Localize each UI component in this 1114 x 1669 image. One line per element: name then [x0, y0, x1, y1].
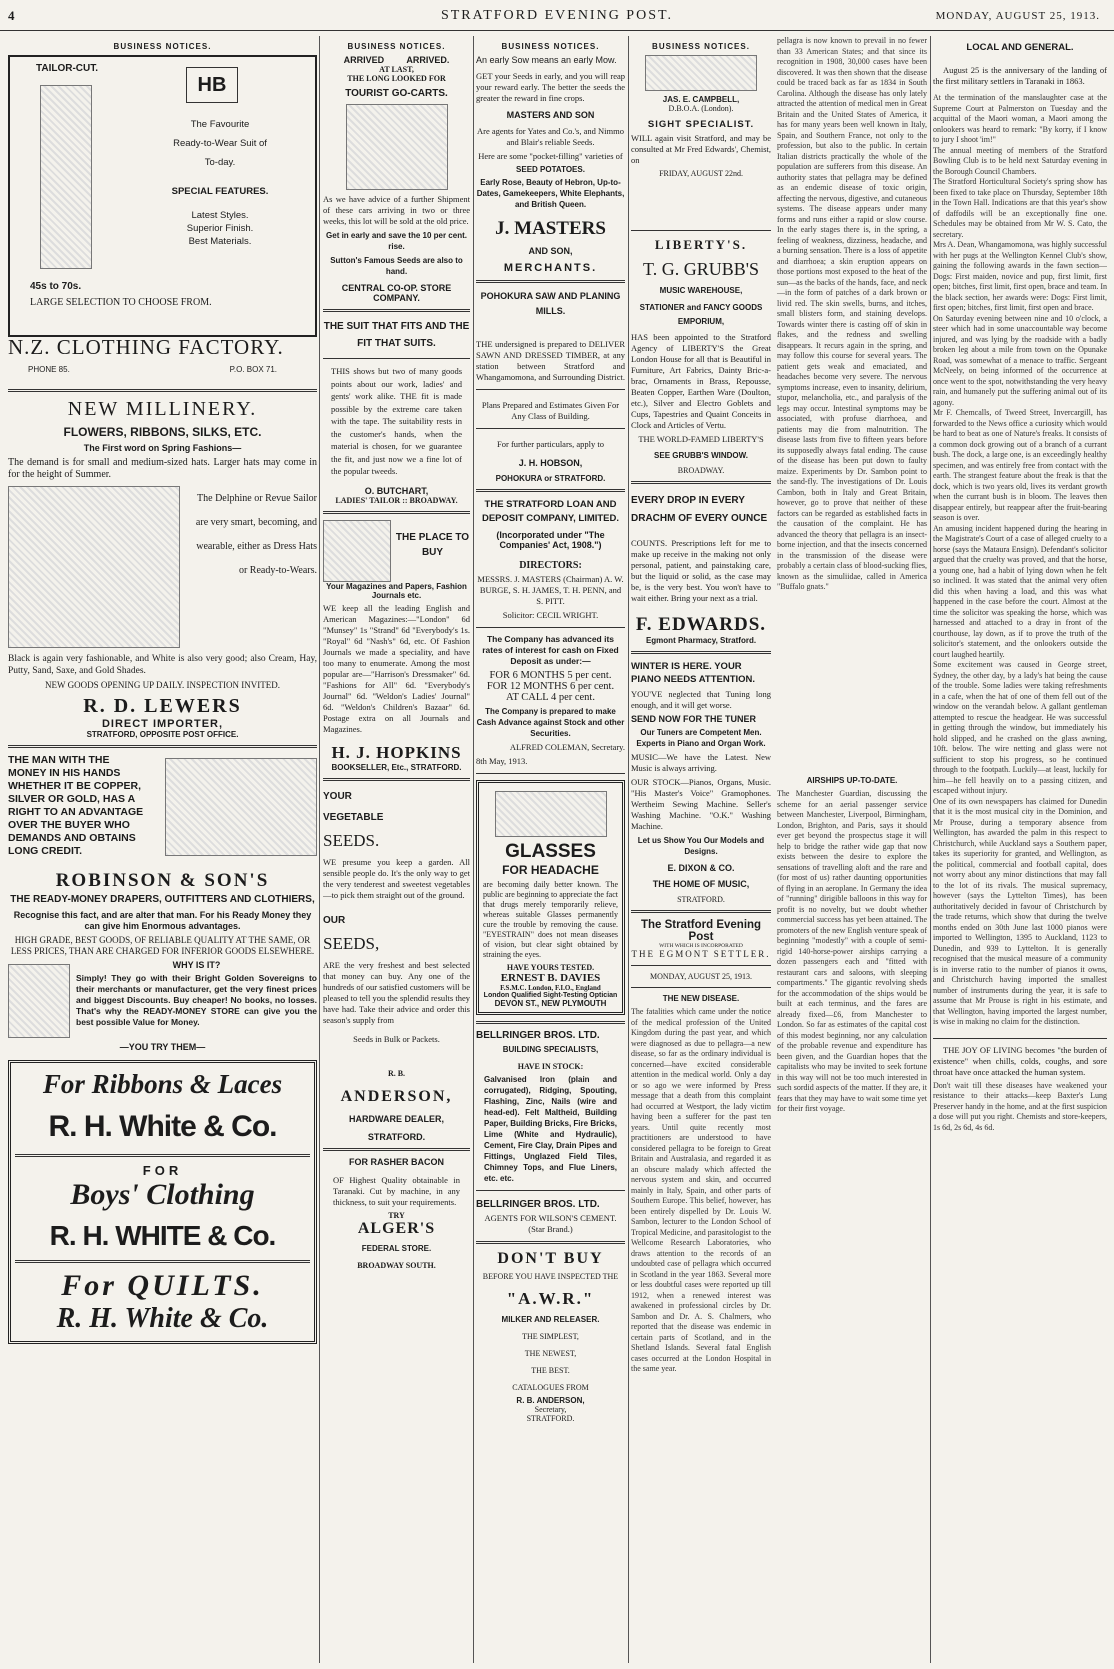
paper-nameplate: [631, 919, 771, 1375]
spectacles-illustration: [645, 55, 757, 91]
business-notices-heading: BUSINESS NOTICES.: [347, 42, 446, 51]
column-rule: [473, 36, 474, 1663]
loan-date: 8th May, 1913.: [476, 756, 528, 766]
boys-clothing-heading: Boys' Clothing: [70, 1178, 255, 1211]
magazines-illustration: [323, 520, 391, 582]
hopkins-subtitle: Your Magazines and Papers, Fashion Journals etc.: [326, 581, 467, 600]
awr-name: "A.W.R.": [506, 1289, 595, 1308]
dixon-music: MUSIC—We have the Latest. New Music is always arriving.: [631, 752, 771, 773]
seeds-heading: SEEDS.: [323, 830, 380, 850]
millinery-title: NEW MILLINERY.: [67, 398, 258, 420]
millinery-first-word: The First word on Spring Fashions—: [83, 443, 242, 453]
feature-item: Best Materials.: [188, 236, 252, 247]
bellringer-role: BUILDING SPECIALISTS,: [502, 1045, 599, 1054]
go-cart-illustration: [346, 104, 448, 190]
dont-buy: DON'T BUY: [497, 1250, 604, 1267]
glasses-for-headache: FOR HEADACHE: [502, 863, 599, 877]
anderson-role: HARDWARE DEALER,: [348, 1113, 444, 1124]
rasher-bacon-title: FOR RASHER BACON: [348, 1156, 444, 1167]
hopkins-name: H. J. HOPKINS: [331, 742, 462, 762]
try-label: TRY: [388, 1210, 405, 1220]
column-rule: [319, 36, 320, 1663]
sow-mow-line: An early Sow means an early Mow.: [476, 55, 617, 65]
tailor-line: The Favourite: [190, 119, 250, 130]
local-paragraph: August 25 is the anniversary of the landing of the first military settlers in Taranaki in 1863.: [933, 65, 1107, 86]
bellringer-title: BELLRINGER BROS. LTD.: [476, 1199, 600, 1210]
loan-company-ad: [476, 498, 625, 767]
millinery-body: The demand is for small and medium-sized hats. Larger hats may come in for the height of Summer.: [8, 457, 317, 480]
new-disease-article: The fatalities which came under the notice of the medical profession of the United Kingdom during the past year, and which were diagnosed as due to pellagra—a new disease, so far as the ordinary individual is concerned—have excited considerable attention in the medical world. Only a day or so ago we were informed by Press message that a death from this complaint had occurred at Westport, the lady victim having been a sufferer for the past ten years. Until quite recently most practitioners are understood to have considered pellagra to be foreign to Great Britain and Australasia, and regarded it as an obscure malady which affected the nervous system and skin, and occurred mainly in Italy, Spain, and other parts of Southern Europe. This belief, however, has been entirely dispelled by Dr. Louis W. Sambon, lecturer to the London School of Tropical Medicine, and parasitologist to the Wellcome Research Laboratories, who draws attention to the records of an undoubted case of pellagra which occurred in Scotland in the year 1863. Several more or less doubtful cases were reported up till 1912, when a renewed interest was awakened in professional circles by Dr. Sambon and Dr. A. S. Chalmers, who reported that the disease was endemic in certain parts of Scotland, and in the Shetland Islands. Several fatal English cases occurred at the London Hospital in the same year.: [631, 1007, 771, 1373]
solicitor: Solicitor: CECIL WRIGHT.: [502, 610, 599, 620]
feature-item: Latest Styles.: [191, 210, 249, 221]
place-to-buy: THE PLACE TO BUY: [395, 531, 470, 558]
grubb-ad: [631, 237, 771, 475]
federal-store: FEDERAL STORE.: [361, 1243, 432, 1253]
every-drop-heading: EVERY DROP IN EVERY DRACHM OF EVERY OUNCE: [631, 495, 768, 524]
anderson-town: STRATFORD.: [367, 1131, 426, 1142]
tailor-line: Ready-to-Wear Suit of: [173, 138, 267, 149]
column-rule: [930, 36, 931, 1663]
rate-12-months: FOR 12 MONTHS 6 per cent.: [486, 681, 615, 692]
campbell-body: WILL again visit Stratford, and may be consulted at Mr Fred Edwards', Chemist, on: [631, 133, 771, 165]
new-disease-article-continued: pellagra is now known to prevail in no fewer than 33 American States; and that since its recognition in 1908, 30,000 cases have been discovered. It was then shown that the disease could be traced back as far as 1834 in South Carolina. Although the disease has only lately attracted the attention of medical men in Great Britain and the United States of America, it has for many years been well known in Italy, Spain, and Southern France, not only to the profession, but also to the public. In certain Italian districts practically the whole of the population are sufferers from this disease. An authority states that pellagra may be defined as an endemic disease of toxic origin, affecting the nervous, digestive, and cutaneous systems. The disease appears under many forms and runs either a rapid or slow course. In the early stages there is, in the spring, a feeling of weakness, dizziness, headache, and a burning sensation. There is a loss of appetite and diarrhoea; a skin eruption appears on those portions most exposed to the heat of the sun—as the backs of the hands, face, and neck—in the form of patches of a dark brown or livid red. The skin swells, burns, and itches, small blisters form, and staining develops. Towards winter there is casting off of skin in flakes, and the redness and swelling disappears. It recurs again in the spring, and may follow this course for several years. The patient gets weak and emaciated, and headaches become very severe. The nervous symptoms increase, even to insanity, delirium, stupor, melancholia, etc., and paralysis of the legs may occur. Intestinal symptoms may be associated, with profuse diarrhoea, and patients may die from malnutrition. The disease lasts from five to fifteen years before its supposedly always fatal ending. The cause of the disease has been put down to faulty maize. Experiments by Dr. Sambon point to the sand-fly. The investigations of Dr. Louis Cambon, both in Italy and Great Britain, however, go to prove that neither of these factors can be regarded as established facts in the causation of the complaint. He has advanced the theory that pellagra is an insect-borne injection, and that the insects concerned in the transmission of the disease were probably a certain class of blood-sucking flies, known as the simuliidae, called in America "Buffalo gnats.": [777, 36, 927, 591]
sight-specialist: SIGHT SPECIALIST.: [647, 119, 755, 130]
special-features-heading: SPECIAL FEATURES.: [171, 186, 269, 197]
hb-logo: HB: [186, 67, 238, 103]
tailor-cut-tag: TAILOR-CUT.: [36, 63, 99, 74]
millinery-ad: [8, 398, 317, 739]
seeds-heading: SEEDS,: [323, 933, 380, 953]
music-warehouse: MUSIC WAREHOUSE,: [659, 286, 743, 295]
column-4: [631, 36, 927, 1663]
go-carts-title: TOURIST GO-CARTS.: [345, 88, 448, 99]
catalogues-from: CATALOGUES FROM: [512, 1383, 589, 1392]
business-notices-heading: BUSINESS NOTICES.: [652, 42, 750, 51]
hopkins-body: WE keep all the leading English and American Magazines:—"London" 6d "Munsey" 1s "Strand" 6d "Everybody's 1s. "Royal" 6d "Nash's" 6d, etc. Of Fashion Journals we made a speciality, and have too many to enumerate. Among the most popular are—"Harrison's Dressmaker" 6d. "Fashions for All" 6d. "Everybody's Journal" 6d. "Weldon's Ladies' Journal" 6d. "Weldon's Children's Bazaar" 6d. Postage extra on all Journals and Magazines.: [323, 602, 470, 734]
campbell-name: JAS. E. CAMPBELL,: [662, 95, 740, 104]
davies-sight-testing: London Qualified Sight-Testing Optician: [483, 992, 618, 999]
see-window: SEE GRUBB'S WINDOW.: [654, 451, 748, 460]
algers-name: ALGER'S: [357, 1219, 436, 1237]
stationer-emporium: STATIONER and FANCY GOODS EMPORIUM,: [639, 303, 763, 326]
airships-article: The Manchester Guardian, discussing the scheme for an aerial passenger service between Manchester, Liverpool, Birmingham, London, Brighton, and Paris, says it should ever get beyond the prospectus stage it will help to bridge the rather wide gap that now exists between the desire to explore the sensations of travelling aloft and the rare and (for most of us) rather daunting opportunities of flying in an aeroplane. In Germany the idea of "running" dirigible balloons in this way for profit is no novelty, but we doubt whether commercial success has yet been attained. The promoters of the new English venture speak of beginning "modestly" with a couple of semi-rigid 140-horse-power airships carrying a dozen passengers each and "fitted with restaurant cars and saloons, with sleeping compartments." The gigantic revolving sheds for the accommodation of the ships would be built at each terminus, and the fares are already fixed—£6, from Manchester to London. So far as estimates of the capital cost of this modest beginning, nor any calculation of the probable revenue and expenditure has been given, and the Guardian hopes that the capitalists who may be invited to seek fortune in this way will not be too much interested in such sordid aspects of the matter. If they are, it fears that they may have to wait some time yet for their first voyage.: [777, 789, 927, 1113]
dixon-body: YOU'VE neglected that Tuning long enough, and it will get worse.: [631, 689, 771, 710]
plans-prepared: Plans Prepared and Estimates Given For Any Class of Building.: [481, 400, 620, 421]
paper-date: MONDAY, AUGUST 25, 1913.: [649, 972, 753, 981]
incorporated-line: WITH WHICH IS INCORPORATED: [659, 943, 743, 949]
po-box: P.O. BOX 71.: [229, 365, 277, 374]
feature-item: Superior Finish.: [186, 223, 254, 234]
dixon-ad: [631, 660, 771, 904]
ribbons-laces-heading: For Ribbons & Laces: [42, 1069, 283, 1099]
tailor-line: To-day.: [204, 157, 236, 168]
robinson-ad: [8, 754, 317, 1052]
loan-incorporated: (Incorporated under "The Companies' Act, 1908."): [496, 530, 605, 550]
grubb-name: T. G. GRUBB'S: [643, 259, 759, 279]
butchart-role: LADIES' TAILOR :: BROADWAY.: [335, 495, 458, 505]
further-particulars: For further particulars, apply to: [497, 439, 604, 449]
pohokura-ad: [476, 289, 625, 483]
best: THE BEST.: [531, 1366, 570, 1375]
lewers-role: DIRECT IMPORTER,: [101, 718, 224, 730]
davies-name: ERNEST B. DAVIES: [500, 972, 601, 984]
have-in-stock: HAVE IN STOCK:: [517, 1062, 584, 1071]
joy-of-living-ad: THE JOY OF LIVING becomes "the burden of existence" when chills, colds, coughs, and sore throat have once attacked the human system.: [933, 1044, 1107, 1077]
wilsons-cement: AGENTS FOR WILSON'S CEMENT. (Star Brand.): [484, 1213, 617, 1234]
new-disease-heading: THE NEW DISEASE.: [662, 994, 740, 1003]
directors-heading: DIRECTORS:: [519, 560, 582, 571]
winter-piano-heading: WINTER IS HERE. YOUR PIANO NEEDS ATTENTION.: [631, 661, 756, 685]
your-label: YOUR: [323, 790, 352, 802]
joy-of-living-continued: Don't wait till these diseases have weakened your resistance to their attacks—keep Baxter's Lung Preserver handy in the home, and at the first suspicion a dose will put you right. Chemists and store-keepers, 1s 6d, 2s 6d, 4s 6d.: [933, 1080, 1107, 1132]
tuners-competent: Our Tuners are Competent Men. Experts in Piano and Organ Work.: [636, 728, 766, 748]
issue-date: MONDAY, AUGUST 25, 1913.: [935, 10, 1100, 22]
egmont-settler: THE EGMONT SETTLER.: [631, 949, 771, 959]
edwards-address: Egmont Pharmacy, Stratford.: [645, 636, 757, 645]
robinson-reason: Simply! They go with their Bright Golden Sovereigns to their merchants or manufacturer, get the very finest prices and biggest Discounts. Buy cheaper! No books, no losses. That's why the READY-MONEY STORE can give you the best possible Value for Money.: [76, 973, 317, 1027]
hopkins-role: BOOKSELLER, Etc., STRATFORD.: [331, 762, 462, 772]
before-inspected: BEFORE YOU HAVE INSPECTED THE: [482, 1272, 619, 1281]
rh-white-name: R. H. WHITE & Co.: [49, 1220, 276, 1251]
campbell-date: FRIDAY, AUGUST 22nd.: [659, 169, 743, 178]
lewers-name: R. D. LEWERS: [83, 695, 242, 717]
pohokura-body: THE undersigned is prepared to DELIVER SAWN AND DRESSED TIMBER, at any station between Stratford and Whangamomona, and Surrounding District.: [476, 339, 625, 382]
our-label: OUR: [323, 914, 346, 926]
millinery-body: Black is again very fashionable, and White is also very good; also Cream, Hay, Putty, Sand, Saxe, and Gold Shades.: [8, 654, 317, 676]
awr-town: STRATFORD.: [526, 1414, 575, 1423]
campbell-degree: D.B.O.A. (London).: [668, 104, 734, 113]
seed-potatoes: SEED POTATOES.: [516, 165, 585, 174]
rate-6-months: FOR 6 MONTHS 5 per cent.: [489, 670, 612, 681]
awr-milker-ad: [476, 1250, 625, 1423]
directors-list: MESSRS. J. MASTERS (Chairman) A. W. BURGE, S. H. JAMES, T. H. PENN, and S. PITT.: [477, 574, 624, 606]
masters-and-son: AND SON,: [528, 246, 573, 256]
vegetable-label: VEGETABLE: [323, 811, 384, 823]
anderson-name: ANDERSON,: [340, 1087, 453, 1105]
rate-at-call: AT CALL 4 per cent.: [506, 692, 595, 703]
man-in-suit-illustration: [40, 85, 92, 269]
alger-ad: [323, 1157, 470, 1270]
get-in-early: Get in early and save the 10 per cent. rise.: [326, 231, 467, 251]
grubb-body: HAS been appointed to the Stratford Agency of LIBERTY'S the Great London House for all that is Beautiful in Furniture, Art Fabrics, Dainty Bric-a-brac, Ornaments in Brass, Repousse, Beaten Copper, Earthen Ware (Doulton, etc.), Silver and Electro Goblets and Cups, Tapestries and Quaint Conceits in Clock and Articles of Vertu.: [631, 332, 771, 430]
home-of-music: THE HOME OF MUSIC,: [652, 879, 750, 889]
millinery-body: The Delphine or Revue Sailor are very smart, becoming, and wearable, either as Dress Hats or Ready-to-Wears.: [195, 493, 317, 576]
rh-white-name: R. H. White & Co.: [48, 1110, 277, 1143]
potato-kinds: Early Rose, Beauty of Hebron, Up-to-Dates, Gamekeepers, White Elephants, and British Queen.: [476, 178, 625, 209]
show-models: Let us Show You Our Models and Designs.: [637, 836, 765, 856]
phone-number: PHONE 85.: [28, 365, 70, 374]
anderson-seeds-ad: [323, 791, 470, 1142]
masters-name: J. MASTERS: [495, 218, 606, 239]
hobson-address: POHOKURA or STRATFORD.: [495, 474, 606, 483]
sutton-seeds: Sutton's Famous Seeds are also to hand.: [330, 256, 463, 276]
edwards-name: F. EDWARDS.: [635, 614, 767, 635]
grubb-address: BROADWAY.: [677, 466, 725, 475]
world-famed: THE WORLD-FAMED LIBERTY'S: [638, 434, 764, 444]
send-for-tuner: SEND NOW FOR THE TUNER: [631, 714, 756, 724]
dixon-name: E. DIXON & CO.: [667, 863, 735, 873]
selection-line: LARGE SELECTION TO CHOOSE FROM.: [30, 297, 212, 308]
robinson-name: ROBINSON & SON'S: [55, 870, 270, 891]
masters-ad: [476, 55, 625, 274]
optician-illustration: [495, 791, 607, 837]
awr-secretary: Secretary,: [534, 1405, 567, 1414]
robinson-subtitle: THE READY-MONEY DRAPERS, OUTFITTERS AND CLOTHIERS,: [10, 894, 315, 905]
paper-title: The Stratford Evening Post: [640, 919, 762, 943]
arrived-heading: ARRIVED ARRIVED.: [343, 55, 450, 65]
hopkins-ad: [323, 520, 470, 772]
davies-credentials: F.S.M.C. London, F.I.O., England: [500, 984, 601, 992]
column-rule: [628, 36, 629, 1663]
butchart-name: O. BUTCHART,: [364, 485, 429, 496]
seeds-bulk: Seeds in Bulk or Packets.: [353, 1033, 440, 1044]
seeds-body: WE presume you keep a garden. All sensible people do. It's the only way to get the very tenderest and sweetest vegetables —to pick them straight out of the ground.: [323, 856, 470, 900]
price-range: 45s to 70s.: [30, 281, 82, 292]
masters-heading: MASTERS AND SON: [506, 110, 595, 120]
davies-address: DEVON ST., NEW PLYMOUTH: [494, 999, 607, 1008]
quilts-heading: For QUILTS.: [61, 1269, 264, 1302]
glasses-body: are becoming daily better known. The public are beginning to appreciate the fact that drugs merely temporarily relieve, whereas suitable Glasses permanently cure the trouble by removing the cause. "EYESTRAIN" does not mean diseases of vision, but clear sight obtained by straining the eyes.: [483, 880, 618, 959]
secretary: ALFRED COLEMAN, Secretary.: [509, 742, 625, 752]
have-yours-tested: HAVE YOURS TESTED.: [506, 963, 595, 972]
rh-white-ad: [8, 1060, 317, 1344]
edwards-ad: [631, 492, 771, 645]
column-3: [476, 36, 625, 1663]
robinson-high-grade: HIGH GRADE, BEST GOODS, OF RELIABLE QUALITY AT THE SAME, OR LESS PRICES, THAN ARE CHARGED FOR INFERIOR GOODS ELSEWHERE.: [10, 935, 315, 956]
business-notices-heading: BUSINESS NOTICES.: [113, 42, 212, 51]
column-5: [933, 36, 1107, 1663]
at-last: AT LAST,: [379, 65, 414, 74]
millinery-subtitle: FLOWERS, RIBBONS, SILKS, ETC.: [63, 425, 262, 439]
local-general-heading: LOCAL AND GENERAL.: [966, 42, 1074, 53]
airships-heading: AIRSHIPS UP-TO-DATE.: [806, 776, 898, 785]
pocket-filling: Here are some "pocket-filling" varieties of: [478, 151, 623, 161]
long-looked-for: THE LONG LOOKED FOR: [347, 74, 446, 83]
central-co-op-name: CENTRAL CO-OP. STORE COMPANY.: [341, 283, 452, 303]
rh-white-name: R. H. White & Co.: [56, 1303, 269, 1334]
why-is-it: WHY IS IT?: [172, 960, 221, 970]
edwards-body: COUNTS. Prescriptions left for me to make up receive in the making not only personal, patient, and painstaking care, but the liquid or solid, as the case may be, is the very best. You won't have to wait either. Bring your next as a trial.: [631, 538, 771, 603]
libertys-heading: LIBERTY'S.: [654, 237, 748, 252]
you-try-them: —YOU TRY THEM—: [119, 1042, 206, 1052]
go-carts-body: As we have advice of a further Shipment of these cars arriving in two or three weeks, this lot will be sold at the old price.: [323, 194, 470, 226]
butchart-body: THIS shows but two of many goods points about our work, ladies' and gents' work alike. THE fit is made possible by the extreme care taken with the tape. The suitability rests in the customer's hands, when the material is chosen, for we guarantee the fit, and just now we a fine lot of the popular tweeds.: [331, 366, 462, 476]
loan-title: THE STRATFORD LOAN AND DEPOSIT COMPANY, LIMITED.: [481, 499, 620, 524]
go-carts-ad: [323, 55, 470, 303]
dixon-stock: OUR STOCK—Pianos, Organs, Music. "His Master's Voice" Gramophones. Wertheim Sewing Machine. Seller's Washing Machine. "O.K." Washing Machine.: [631, 777, 771, 831]
rb-initials: R. B.: [387, 1068, 406, 1078]
for-label: FOR: [142, 1163, 183, 1178]
bellringer-title: BELLRINGER BROS. LTD.: [476, 1030, 600, 1041]
seeds-body: ARE the very freshest and best selected that money can buy. Any one of the hundreds of our satisfied customers will be pleased to tell you the splendid results they have had. Take their advice and order this season's supply from: [323, 959, 470, 1025]
broadway-south: BROADWAY SOUTH.: [357, 1260, 436, 1270]
masters-agents: Are agents for Yates and Co.'s, and Nimmo and Blair's reliable Seeds.: [477, 126, 624, 147]
newest: THE NEWEST,: [524, 1349, 577, 1358]
rates-intro: The Company has advanced its rates of interest for cash on Fixed Deposit as under:—: [482, 634, 619, 666]
bacon-body: OF Highest Quality obtainable in Taranaki. Cut by machine, in any thickness, to suit your requirements.: [333, 1174, 460, 1207]
lewers-address: STRATFORD, OPPOSITE POST OFFICE.: [86, 730, 239, 739]
glasses-title: GLASSES: [505, 841, 596, 862]
masters-body: GET your Seeds in early, and you will reap your reward early. The better the seeds the greater the reward in fine crops.: [476, 71, 625, 103]
suit-fits-title: THE SUIT THAT FITS AND THE FIT THAT SUITS.: [323, 321, 470, 349]
campbell-ad: [631, 55, 771, 178]
column-1: [8, 36, 317, 1663]
hands-with-coins-illustration: [165, 758, 317, 856]
local-general-article: At the termination of the manslaughter case at the Supreme Court at Palmerston on Tuesday and the acquittal of the Maori woman, a Maori among the onlookers was heard to remark: "By korry, if I know to jury I shoot 'im!" The annual meeting of members of the Stratford Bowling Club is to be held next Saturday evening in the Borough Council Chambers. The Stratford Horticultural Society's spring show has been fixed to take place on Thursday, September 18th in the Town Hall. Indications are that this year's show of daffodils will be an exceptionally fine one. Schedules may be obtained from Mr W. S. Cato, the secretary. Mrs A. Dean, Whangamomona, was highly successful with her pugs at the Wellington Kennel Club's show, gaining the following awards in the fawn section—Dogs: First maiden, novice and pup, first limit, first open; bitches, first limit, first open, brace and team. In the black section, her awards were: Dogs: First limit, first open; bitches, first limit, first open and brace. On Saturday evening between nine and 10 o'clock, a steer which had in some unaccountable way become injured, and was lying by the roadside with a badly broken leg about a mile from town on the Opunake Road, was somewhat of a menace to traffic. Sergeant McNeely, on being informed of the occurrence at once went to the spot, notwithstanding the very heavy rain, and humanely put the suffering animal out of its agony. Mr F. Chemcalls, of Tweed Street, Invercargill, has forwarded to the News office a curiosity which would be hard to beat as one of Nature's freaks. It consists of a common dock growing out of a branch of a currant bush. The dock, a large one, is an exceedingly healthy specimen, and was entirely free from contact with the earth. The strangest feature about the freak is that the dock, which is two years old, lives its verdant growth when the currant bush is in bloom. The leaves then disappear entirely, but reappear after the fruit-bearing season is over. An amusing incident happened during the hearing in the Magistrate's Court of a case of alleged cruelty to a horse (says the Mataura Ensign). Defendant's solicitor argued that the cruelty was proved, and that the horse, a young one, had a habit of lying down when he felt so inclined. It was stated that the animal very often did this when having a load, and this was what happened in the case before the court. Almost at the time the solicitor was speaking the horse, which was harnessed and attached to a dray in front of the courthouse, lay down, as if to prove the truth of the solicitor's statement, and the onlookers outside the court laughed heartily. Some excitement was caused in George street, Sydney, the other day, by a lady's hat being the cause of the trouble. Some ladies were taking refreshments in a cafe, when the hat of one of them fell out of the window on the verandah below. A gallant gentleman attempted to rescue the headgear. He was successful in getting through the window, but immediately his hold slipped, and he crashed on the glass awning, 10ft. below. The wire netting and glass were not sufficient to stop his progress, so he continued through to the footpath. Luckily—at least, luckily for him—he fell heavily on to a passing citizen, and escaped without injury. One of its own newspapers has claimed for Dunedin that it is the most musical city in the Dominion, and Mr Prouse, during a temporary absence from Wellington, has awarded the palm in this respect to Christchurch, while Auckland says a Southern paper, takes its superiority for granted, and Wellington, as the political, commercial and football capital, does not worry about any minor distinctions that may fall to the lot of its rivals. The musical supremacy, however (says the Lyttelton Times), has been authoritatively decided in favour of Christchurch by the trade returns, which show that during the twelve months ended on 30th June last 1000 pianos were imported to Wellington, 1395 to Auckland, 1123 to Dunedin, and 939 to Lyttelton. It is generally recognised that the musical measure of a community is in inverse ratio to the number of pianos it owns, and Christchurch having imported the smallest number of instruments during the year, it is safe to assume that Mr Prouse is right in his estimate, and that Wellington, having imported the largest number, is wise in making no claim for the distinction.: [933, 93, 1107, 1026]
column-2: [323, 36, 470, 1663]
merchants-label: MERCHANTS.: [503, 262, 598, 274]
page-number: 4: [8, 8, 15, 23]
butchart-ad: [323, 318, 470, 505]
milker-releaser: MILKER AND RELEASER.: [501, 1315, 600, 1324]
bellringer-ad: [476, 1030, 625, 1235]
masthead: [0, 4, 1114, 31]
nz-clothing-ad: [8, 55, 317, 337]
bellringer-list: Galvanised Iron (plain and corrugated), Ridging, Spouting, Flashing, Zinc, Nails (wire and head-ed). Felt Maltheid, Building Paper, Building Bricks, Fire Bricks, Lime (White and Hydraulic), Cement, Fire Clay, Drain Pipes and Fittings, Unglazed Field Tiles, Chimney Tops, and Flue Liners, etc. etc.: [484, 1075, 617, 1183]
newspaper-title: STRATFORD EVENING POST.: [440, 8, 674, 23]
money-in-hand-text: THE MAN WITH THE MONEY IN HIS HANDS WHETHER IT BE COPPER, SILVER OR GOLD, HAS A RIGHT TO AN ADVANTAGE OVER THE BUYER WHO DEMANDS AND OBTAINS LONG CREDIT.: [8, 754, 144, 857]
simplest: THE SIMPLEST,: [522, 1332, 579, 1341]
dixon-town: STRATFORD.: [677, 895, 725, 904]
rb-anderson: R. B. ANDERSON,: [516, 1396, 585, 1405]
davies-glasses-ad: [476, 780, 625, 1015]
hobson-name: J. H. HOBSON,: [518, 458, 583, 468]
ladies-hats-illustration: [8, 486, 180, 648]
robinson-recognise: Recognise this fact, and are alter that man. For his Ready Money they can give him Enormous advantages.: [13, 910, 312, 931]
coin-purse-illustration: [8, 964, 70, 1038]
new-goods-line: NEW GOODS OPENING UP DAILY. INSPECTION INVITED.: [45, 680, 280, 690]
nz-clothing-factory-name: N.Z. CLOTHING FACTORY.: [8, 335, 284, 359]
cash-advance: The Company is prepared to make Cash Advance against Stock and other Securities.: [476, 707, 625, 738]
business-notices-heading: BUSINESS NOTICES.: [501, 42, 600, 51]
pohokura-title: POHOKURA SAW AND PLANING MILLS.: [480, 291, 621, 316]
